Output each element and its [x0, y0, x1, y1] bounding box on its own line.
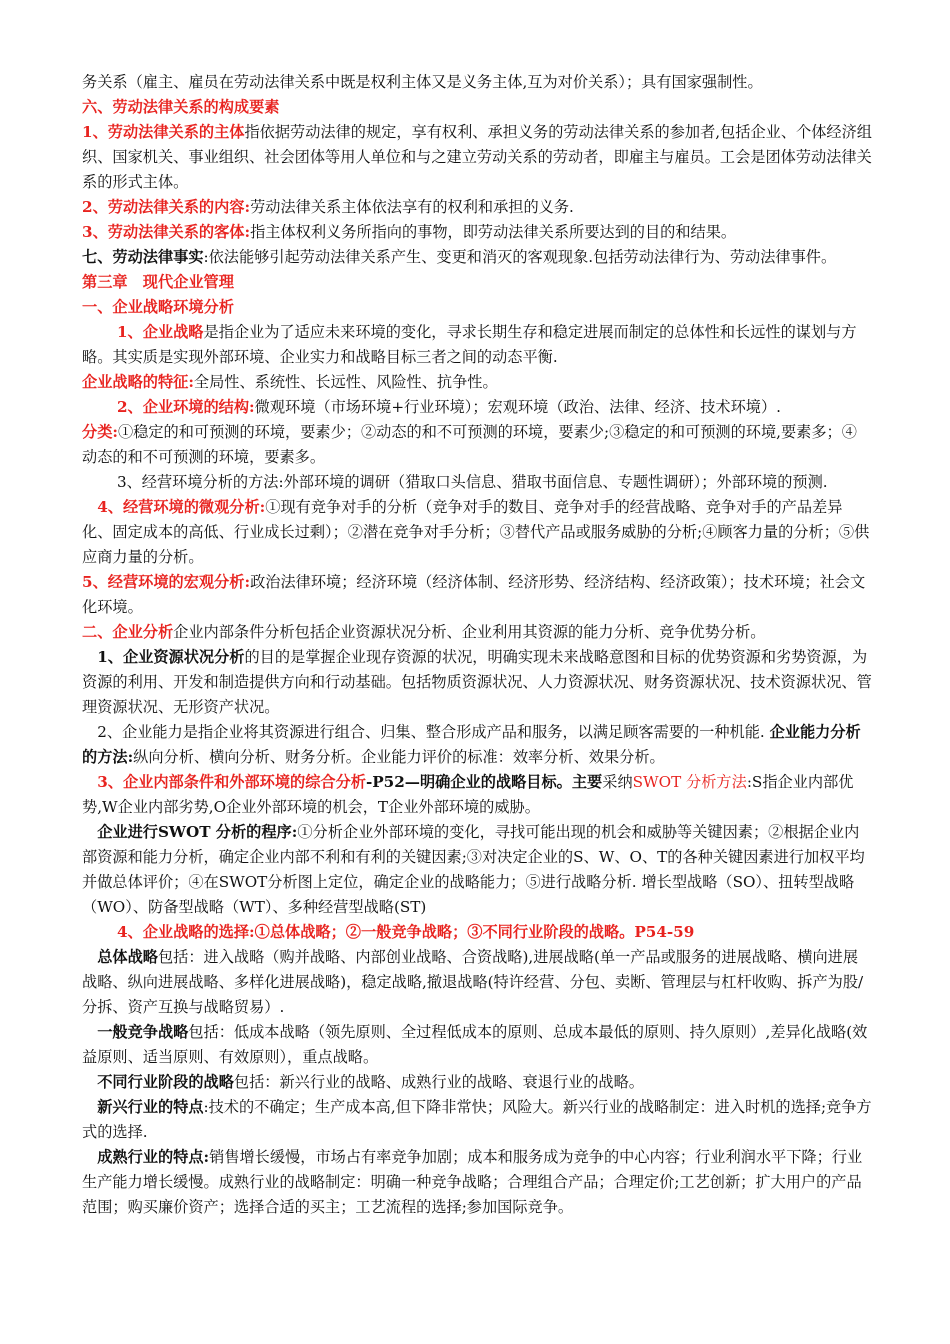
- paragraph-strategy-features: 企业战略的特征:全局性、系统性、长远性、风险性、抗争性。: [82, 373, 498, 391]
- label-swot-procedure: 企业进行SWOT 分析的程序:: [97, 823, 298, 841]
- label-general-competitive: 一般竞争战略: [97, 1023, 189, 1041]
- label-content: 2、劳动法律关系的内容:: [82, 198, 251, 216]
- paragraph-general-competitive: 一般竞争战略包括：低成本战略（领先原则、全过程低成本的原则、总成本最低的原则、持久原则）,差异化战略(效益原则、适当原则、有效原则），重点战略。: [82, 1023, 868, 1066]
- label-object: 3、劳动法律关系的客体:: [82, 223, 251, 241]
- label-subject: 1、劳动法律关系的主体: [82, 123, 245, 141]
- paragraph-legal-facts: 七、劳动法律事实:依法能够引起劳动法律关系产生、变更和消灭的客观现象.包括劳动法律行为、劳动法律事件。: [82, 248, 837, 266]
- label-micro-analysis: 4、经营环境的微观分析:: [97, 498, 266, 516]
- label-capability-methods: 企业能力分析的方法:: [82, 723, 861, 766]
- chapter-title: 第三章 现代企业管理: [82, 273, 234, 291]
- heading-six: 六、劳动法律关系的构成要素: [82, 98, 280, 116]
- paragraph-emerging-industry: 新兴行业的特点:技术的不确定；生产成本高,但下降非常快；风险大。新兴行业的战略制定：进入时机的选择;竞争方式的选择.: [82, 1098, 872, 1141]
- paragraph-subject: 1、劳动法律关系的主体指依据劳动法律的规定，享有权利、承担义务的劳动法律关系的参加者,包括企业、个体经济组织、国家机关、事业组织、社会团体等用人单位和与之建立劳动关系的劳动者，即雇主与雇员。工会是团体劳动法律关系的形式主体。: [82, 123, 872, 191]
- label-legal-facts: 七、劳动法律事实: [82, 248, 204, 266]
- label-enterprise-strategy: 1、企业战略: [116, 323, 204, 341]
- paragraph-content: 2、劳动法律关系的内容:劳动法律关系主体依法享有的权利和承担的义务.: [82, 198, 574, 216]
- label-industry-stage: 不同行业阶段的战略: [97, 1073, 234, 1091]
- paragraph-micro-analysis: 4、经营环境的微观分析:①现有竞争对手的分析（竞争对手的数目、竞争对手的经营战略、竞争对手的产品差异化、固定成本的高低、行业成长过剩）；②潜在竞争对手分析；③替代产品或服务威胁的分析;④顾客力量的分析；⑤供应商力量的分析。: [82, 498, 870, 566]
- label-strategy-features: 企业战略的特征:: [82, 373, 194, 391]
- label-analysis-methods: 3、经营环境分析的方法:: [116, 473, 284, 491]
- label-macro-analysis: 5、经营环境的宏观分析:: [82, 573, 251, 591]
- label-enterprise-analysis: 二、企业分析: [82, 623, 174, 641]
- paragraph-macro-analysis: 5、经营环境的宏观分析:政治法律环境；经济环境（经济体制、经济形势、经济结构、经济政策）；技术环境；社会文化环境。: [82, 573, 866, 616]
- paragraph-object: 3、劳动法律关系的客体:指主体权利义务所指向的事物，即劳动法律关系所要达到的目的和结果。: [82, 223, 737, 241]
- paragraph-classification: 分类:①稳定的和可预测的环境，要素少；②动态的和不可预测的环境，要素少;③稳定的和可预测的环境,要素多；④动态的和不可预测的环境，要素多。: [82, 423, 857, 466]
- paragraph-enterprise-analysis: 二、企业分析企业内部条件分析包括企业资源状况分析、企业利用其资源的能力分析、竞争优势分析。: [82, 623, 766, 641]
- paragraph-resource-analysis: 1、企业资源状况分析的目的是掌握企业现存资源的状况，明确实现未来战略意图和目标的优势资源和劣势资源，为资源的利用、开发和制造提供方向和行动基础。包括物质资源状况、人力资源状况、财务资源状况、技术资源状况、管理资源状况、无形资产状况。: [82, 648, 872, 716]
- swot-term: SWOT 分析方法: [632, 773, 747, 791]
- label-overall-strategy: 总体战略: [97, 948, 158, 966]
- label-strategy-choice: 4、企业战略的选择:: [116, 923, 255, 941]
- paragraph-analysis-methods: 3、经营环境分析的方法:外部环境的调研（猎取口头信息、猎取书面信息、专题性调研）；外部环境的预测.: [116, 473, 828, 491]
- paragraph-overall-strategy: 总体战略包括：进入战略（购并战略、内部创业战略、合资战略),进展战略(单一产品或服务的进展战略、横向进展战略、纵向进展战略、多样化进展战略)，稳定战略,撤退战略(特许经营、分包、卖断、管理层与杠杆收购、拆产为股/分拆、资产互换与战略贸易）.: [82, 948, 864, 1016]
- paragraph-capability: 2、企业能力是指企业将其资源进行组合、归集、整合形成产品和服务，以满足顾客需要的一种机能. 企业能力分析的方法:纵向分析、横向分析、财务分析。企业能力评价的标准：效率分析、效果分析。: [82, 723, 861, 766]
- paragraph-mature-industry: 成熟行业的特点:销售增长缓慢，市场占有率竞争加剧；成本和服务成为竞争的中心内容；行业利润水平下降；行业生产能力增长缓慢。成熟行业的战略制定：明确一种竞争战略；合理组合产品；合理定价;工艺创新；扩大用户的产品范围；购买廉价资产；选择合适的买主；工艺流程的选择;参加国际竞争。: [82, 1148, 863, 1216]
- paragraph-env-structure: 2、企业环境的结构:微观环境（市场环境+行业环境）；宏观环境（政治、法律、经济、技术环境）.: [116, 398, 781, 416]
- paragraph-industry-stage: 不同行业阶段的战略包括：新兴行业的战略、成熟行业的战略、衰退行业的战略。: [97, 1073, 644, 1091]
- label-mature-industry: 成熟行业的特点:: [97, 1148, 210, 1166]
- paragraph-swot-procedure: 企业进行SWOT 分析的程序:①分析企业外部环境的变化，寻找可能出现的机会和威胁等关键因素；②根据企业内部资源和能力分析，确定企业内部不利和有利的关键因素;③对决定企业的S、W、O、T的各种关键因素进行加权平均并做总体评价；④在SWOT分析图上定位，确定企业的战略能力；⑤进行战略分析. 增长型战略（SO）、扭转型战略（WO）、防备型战略（WT）、多种经营型战略(ST): [82, 823, 865, 916]
- paragraph-enterprise-strategy: 1、企业战略是指企业为了适应未来环境的变化，寻求长期生存和稳定进展而制定的总体性和长远性的谋划与方略。其实质是实现外部环境、企业实力和战略目标三者之间的动态平衡.: [82, 323, 857, 366]
- label-comprehensive-analysis: 3、企业内部条件和外部环境的综合分析: [97, 773, 366, 791]
- section-title-strategy-env: 一、企业战略环境分析: [82, 298, 234, 316]
- label-classification: 分类:: [82, 423, 118, 441]
- paragraph-continuation: 务关系（雇主、雇员在劳动法律关系中既是权利主体又是义务主体,互为对价关系）；具有国家强制性。: [82, 73, 763, 91]
- label-resource-analysis: 1、企业资源状况分析: [97, 648, 245, 666]
- label-emerging-industry: 新兴行业的特点: [97, 1098, 204, 1116]
- paragraph-comprehensive-analysis: 3、企业内部条件和外部环境的综合分析-P52—明确企业的战略目标。主要采纳SWOT 分析方法:S指企业内部优势,W企业内部劣势,O企业外部环境的机会，T企业外部环境的威胁。: [82, 773, 854, 816]
- label-env-structure: 2、企业环境的结构:: [116, 398, 255, 416]
- paragraph-strategy-choice: 4、企业战略的选择:①总体战略；②一般竞争战略；③不同行业阶段的战略。P54-59: [116, 923, 695, 941]
